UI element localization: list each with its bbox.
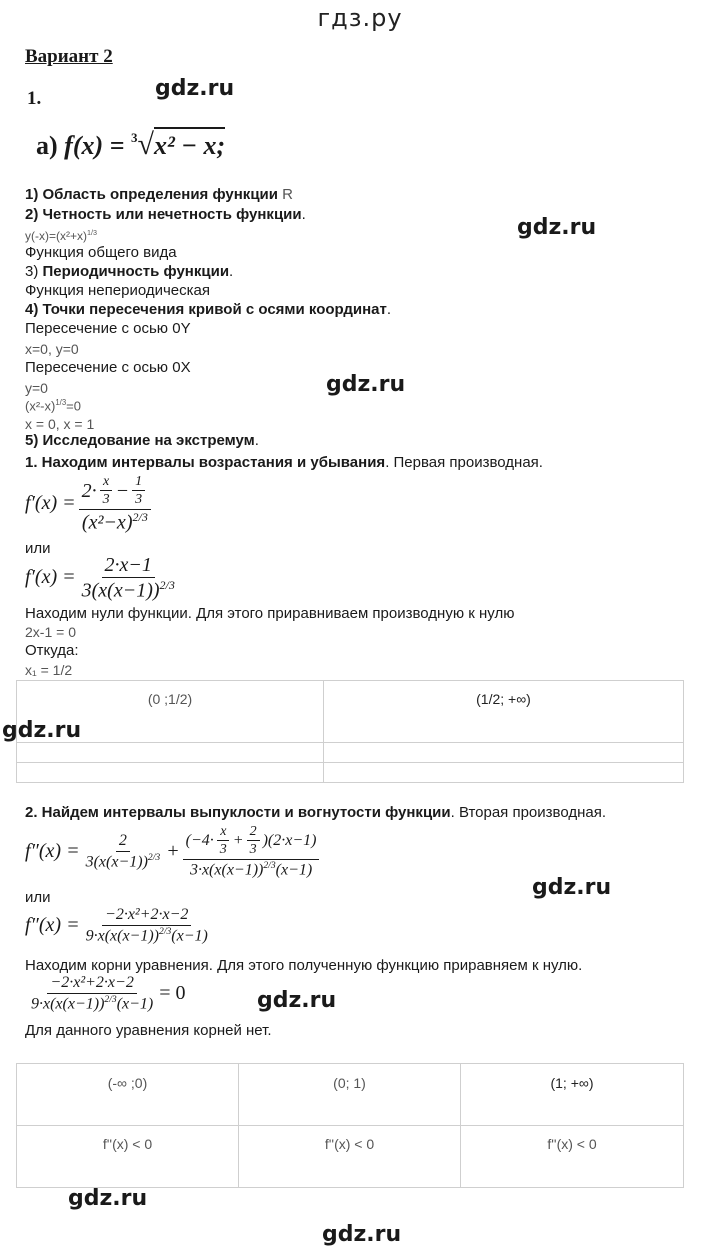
- first-derivative-lhs: f′(x) =: [25, 492, 76, 515]
- parity-result: Функция общего вида: [25, 244, 177, 261]
- equation-rhs: = 0: [159, 981, 186, 1004]
- term2-num-b: )(2·x−1): [262, 832, 317, 850]
- section-parity: [25, 206, 306, 223]
- second-derivative: [25, 824, 322, 879]
- term2-frac-23: [247, 824, 260, 858]
- section-periodicity: [25, 263, 233, 280]
- second-derivative-simplified-fraction: [83, 906, 211, 945]
- section-periodicity-prefix: 3): [25, 263, 43, 280]
- term1-den-base: 3(x(x−1)): [85, 853, 148, 871]
- section-parity-dot: .: [301, 206, 306, 223]
- term2-frac-x3: [217, 824, 230, 858]
- first-derivative-simplified-fraction: [79, 554, 178, 602]
- table-cell: f''(x) < 0: [17, 1126, 239, 1188]
- no-roots-text: Для данного уравнения корней нет.: [25, 1022, 272, 1039]
- table-header-cell: (1; +∞): [461, 1064, 684, 1126]
- den-base: (x²−x): [81, 511, 133, 534]
- first-derivative-simplified-den-exp: 2/3: [159, 578, 175, 592]
- term2-frac-23-n: 2: [247, 824, 260, 841]
- task-prefix: а): [36, 131, 58, 160]
- ox-label: Пересечение с осью 0X: [25, 359, 191, 376]
- section-extremum-dot: .: [254, 432, 259, 449]
- section-intersections: [25, 301, 391, 318]
- term1-den-exp: 2/3: [147, 851, 161, 863]
- roots-text: Находим корни уравнения. Для этого полученную функцию приравняем к нулю.: [25, 957, 583, 974]
- equation-den-a: 9·x(x(x−1)): [31, 994, 105, 1012]
- second-derivative-simplified: [25, 906, 214, 945]
- periodicity-result: Функция непериодическая: [25, 282, 210, 299]
- first-derivative-denominator: [79, 510, 151, 534]
- section-periodicity-title: Периодичность функции: [42, 263, 230, 280]
- watermark: gdz.ru: [517, 215, 597, 240]
- table-header-cell: (1/2; +∞): [324, 681, 684, 743]
- second-derivative-lhs: f″(x) =: [25, 839, 80, 862]
- task-radicand: x² − x;: [154, 127, 225, 160]
- num-minus: −: [115, 479, 130, 502]
- term2-num: [183, 824, 320, 860]
- variant-heading: Вариант 2: [25, 46, 113, 67]
- parity-formula-text: y(-x)=(x²+x): [25, 229, 87, 243]
- section-extremum: [25, 432, 259, 449]
- num-coef: 2·: [81, 479, 97, 502]
- section-parity-title: 2) Четность или нечетность функции: [25, 206, 302, 223]
- ox-equation: [25, 398, 81, 413]
- watermark: gdz.ru: [155, 76, 235, 101]
- watermark: gdz.ru: [68, 1186, 148, 1211]
- table-cell: [17, 763, 324, 783]
- equation-den-exp: 2/3: [104, 993, 117, 1005]
- first-derivative: [25, 474, 154, 533]
- table-cell: f''(x) < 0: [461, 1126, 684, 1188]
- term1-num: 2: [116, 832, 130, 852]
- ox-roots: x = 0, x = 1: [25, 416, 95, 432]
- term-plus: +: [166, 839, 180, 862]
- num-frac-13-d: 3: [135, 492, 143, 508]
- term2-num-plus: +: [232, 832, 244, 850]
- oy-label: Пересечение с осью 0Y: [25, 320, 191, 337]
- table-header-cell: (-∞ ;0): [17, 1064, 239, 1126]
- zeros-text: Находим нули функции. Для этого приравниваем производную к нулю: [25, 605, 515, 622]
- ssd-den-exp: 2/3: [159, 925, 172, 937]
- watermark: gdz.ru: [532, 875, 612, 900]
- section-domain: [25, 186, 293, 203]
- task-number: 1.: [27, 88, 42, 109]
- ssd-den-b: (x−1): [171, 926, 208, 944]
- second-derivative-simplified-num: −2·x²+2·x−2: [102, 906, 191, 926]
- site-title: гдз.ру: [317, 4, 403, 32]
- table-cell: [17, 743, 324, 763]
- term2-frac-x3-d: 3: [219, 842, 227, 858]
- num-frac-13: [132, 474, 145, 508]
- num-frac-13-n: 1: [132, 474, 145, 491]
- first-derivative-simplified-den: [79, 578, 178, 602]
- parity-formula-exp: 1/3: [87, 228, 97, 237]
- section-domain-value: R: [277, 186, 293, 203]
- table-header-cell: (0; 1): [239, 1064, 461, 1126]
- table-cell: [324, 763, 684, 783]
- second-derivative-simplified-den: [83, 926, 211, 945]
- task-lhs: f(x) =: [64, 131, 131, 160]
- step-monotonic: [25, 454, 543, 471]
- term2-den-a: 3·x(x(x−1)): [189, 861, 264, 879]
- first-derivative-simplified-den-base: 3(x(x−1)): [81, 579, 160, 602]
- watermark: gdz.ru: [257, 988, 337, 1013]
- critical-point: x₁ = 1/2: [25, 662, 73, 678]
- second-derivative-term2: [183, 824, 320, 879]
- or-label: или: [25, 889, 51, 906]
- ox-equation-rhs: =0: [66, 398, 81, 414]
- num-frac-x3-n: x: [100, 474, 112, 491]
- equation-num: −2·x²+2·x−2: [47, 974, 136, 994]
- num-frac-x3: [100, 474, 113, 508]
- zeros-equation: 2x-1 = 0: [25, 624, 76, 640]
- convexity-table: [16, 1063, 684, 1188]
- or-label: или: [25, 540, 51, 557]
- equation-den-b: (x−1): [116, 994, 154, 1012]
- table-cell: [324, 743, 684, 763]
- den-exp: 2/3: [132, 509, 148, 524]
- term2-frac-23-d: 3: [249, 842, 257, 858]
- term2-num-a: (−4·: [185, 832, 214, 850]
- section-intersections-dot: .: [386, 301, 391, 318]
- term2-den-exp: 2/3: [263, 859, 276, 871]
- term2-den: [187, 860, 315, 879]
- section-extremum-title: 5) Исследование на экстремум: [25, 432, 255, 449]
- section-intersections-title: 4) Точки пересечения кривой с осями координат: [25, 301, 387, 318]
- root-index: 3: [130, 130, 138, 145]
- second-derivative-term1: [83, 832, 164, 871]
- first-derivative-simplified-lhs: f′(x) =: [25, 566, 76, 589]
- task-statement: [36, 128, 225, 162]
- ox-equation-base: (x²-x): [25, 398, 56, 414]
- first-derivative-fraction: [79, 474, 152, 533]
- whence-label: Откуда:: [25, 642, 79, 659]
- first-derivative-numerator: [79, 474, 152, 510]
- table-cell: f''(x) < 0: [239, 1126, 461, 1188]
- radical-sign-icon: √: [137, 128, 154, 161]
- section-periodicity-dot: .: [229, 263, 234, 280]
- ssd-den-a: 9·x(x(x−1)): [85, 926, 160, 944]
- monotonic-table: [16, 680, 684, 783]
- term2-frac-x3-n: x: [217, 824, 229, 841]
- equation-den: [28, 994, 156, 1013]
- equation-fraction: [28, 974, 156, 1013]
- num-frac-x3-d: 3: [102, 492, 110, 508]
- ox-y: y=0: [25, 380, 48, 396]
- term1-den: [83, 852, 164, 871]
- term2-den-b: (x−1): [275, 861, 313, 879]
- step-convexity-title: 2. Найдем интервалы выпуклости и вогнутости функции: [25, 804, 451, 821]
- second-derivative-equation: [25, 974, 186, 1013]
- watermark: gdz.ru: [322, 1222, 402, 1247]
- watermark: gdz.ru: [326, 372, 406, 397]
- oy-value: x=0, y=0: [25, 341, 79, 357]
- parity-formula: [25, 228, 97, 243]
- ox-equation-exp: 1/3: [55, 398, 67, 407]
- table-header-cell: (0 ;1/2): [17, 681, 324, 743]
- step-monotonic-rest: . Первая производная.: [385, 454, 543, 471]
- step-convexity: [25, 804, 606, 821]
- watermark: gdz.ru: [2, 718, 82, 743]
- first-derivative-simplified-num: 2·x−1: [102, 554, 155, 578]
- first-derivative-simplified: [25, 554, 181, 602]
- second-derivative-simplified-lhs: f″(x) =: [25, 913, 80, 936]
- step-monotonic-title: 1. Находим интервалы возрастания и убывания: [25, 454, 386, 471]
- step-convexity-rest: . Вторая производная.: [450, 804, 607, 821]
- section-domain-title: 1) Область определения функции: [25, 186, 278, 203]
